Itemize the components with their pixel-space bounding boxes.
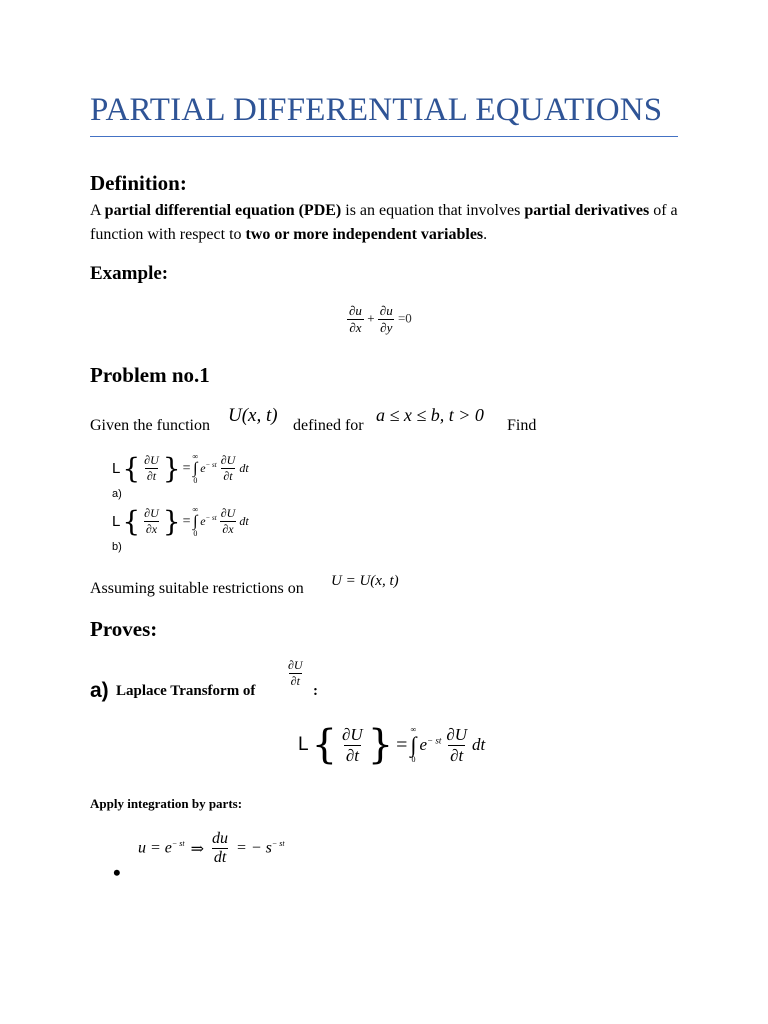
title-underline xyxy=(90,136,678,137)
ibp-u-eq: u = e xyxy=(138,839,172,857)
definition-paragraph xyxy=(90,199,680,247)
definition-heading: Definition: xyxy=(90,171,187,195)
restriction-expression: U = U(x, t) xyxy=(331,573,399,589)
main-exp: e xyxy=(419,735,428,754)
proof-a-fraction xyxy=(286,658,305,689)
item-a-lower: 0 xyxy=(193,475,198,485)
proof-a-marker xyxy=(90,678,109,703)
ibp-dt: dt xyxy=(213,849,227,866)
item-b-num: ∂U xyxy=(144,506,159,520)
item-a-integral: ∫ xyxy=(193,459,198,477)
item-b-label: b) xyxy=(112,541,122,553)
definition-text-run: A xyxy=(90,202,105,219)
proof-a-num: ∂U xyxy=(288,658,303,672)
example-num2: ∂u xyxy=(379,303,393,318)
item-b-upper: ∞ xyxy=(192,504,199,514)
item-b-num2: ∂U xyxy=(220,506,236,520)
example-rhs: =0 xyxy=(397,310,412,326)
proof-a-colon: : xyxy=(313,683,318,699)
ibp-rhs: = − s xyxy=(236,839,272,857)
main-num2: ∂U xyxy=(446,724,468,744)
item-b-den2: ∂x xyxy=(222,522,234,536)
definition-bold-term: two or more independent variables xyxy=(245,226,484,243)
main-exp-power: − st xyxy=(427,735,442,746)
ibp-du: du xyxy=(212,830,229,847)
item-b-exp: e xyxy=(200,514,206,528)
page-title: PARTIAL DIFFERENTIAL EQUATIONS xyxy=(90,92,663,128)
item-b-equation: L { $\frac{\partial U}{\partial x}$ } = ∞ ∫ 0 $e^{- st}$ $\frac{\partial U}{\partial x}$ dt xyxy=(112,504,249,538)
bullet-point: • xyxy=(113,860,121,885)
definition-text-run: . xyxy=(483,226,488,243)
domain-expression: a ≤ x ≤ b, t > 0 xyxy=(376,405,484,425)
item-a-den: ∂t xyxy=(146,469,157,483)
item-a-exp-power: − st xyxy=(205,461,217,469)
laplace-L: L xyxy=(112,460,121,477)
proves-heading: Proves: xyxy=(90,617,158,641)
proof-a-den: ∂t xyxy=(290,674,300,688)
definition-bold-term: partial differential equation (PDE) xyxy=(104,202,342,219)
find-text: Find xyxy=(507,417,537,434)
proof-a-marker-text: a) xyxy=(90,679,109,702)
main-den2: ∂t xyxy=(450,745,464,765)
item-a-exp: e xyxy=(200,461,206,475)
item-a-upper: ∞ xyxy=(192,451,199,461)
main-upper: ∞ xyxy=(410,725,417,734)
ibp-rhs-power: − st xyxy=(271,839,285,849)
item-b-integral: ∫ xyxy=(193,512,198,530)
definition-text-run: of a function with respect to xyxy=(90,202,678,243)
item-a-dt: dt xyxy=(239,461,249,475)
main-num: ∂U xyxy=(342,724,363,744)
item-a-num: ∂U xyxy=(144,453,159,467)
item-b-lower: 0 xyxy=(193,528,198,538)
proof-a-text: Laplace Transform of xyxy=(116,683,256,699)
example-den2: ∂y xyxy=(380,320,393,335)
example-plus: + xyxy=(367,310,375,326)
item-b-eq: = xyxy=(182,513,191,529)
item-b-exp-power: − st xyxy=(205,514,217,522)
item-b-den: ∂x xyxy=(145,522,158,536)
definition-text-run: is an equation that involves xyxy=(341,202,525,219)
definition-bold-term: partial derivatives xyxy=(524,202,650,219)
problem-given-text: Given the function xyxy=(90,417,210,434)
main-integral: ∫ xyxy=(410,732,417,757)
item-a-den2: ∂t xyxy=(223,469,233,483)
integration-by-parts-equation xyxy=(138,830,285,867)
defined-for-text: defined for xyxy=(293,417,364,434)
main-lower: 0 xyxy=(411,755,416,764)
main-eq: = xyxy=(396,733,408,756)
ibp-u-power: − st xyxy=(171,839,185,849)
example-equation xyxy=(347,303,412,336)
assuming-text: Assuming suitable restrictions on xyxy=(90,580,304,597)
item-a-eq: = xyxy=(182,460,191,476)
apply-integration-text: Apply integration by parts: xyxy=(90,796,243,811)
main-L: L xyxy=(298,734,309,755)
example-num1: ∂u xyxy=(349,303,362,318)
laplace-L-b: L xyxy=(112,513,121,530)
main-den: ∂t xyxy=(345,745,359,765)
ibp-implies: ⇒ xyxy=(190,840,205,858)
example-den1: ∂x xyxy=(349,320,362,335)
example-heading: Example: xyxy=(90,263,169,284)
item-b-dt: dt xyxy=(239,514,249,528)
item-a-equation: L { $\frac{\partial U}{\partial t}$ } = ∞ ∫ 0 $e^{- st}$ $\frac{\partial U}{\partial t}$ dt xyxy=(112,451,249,485)
item-a-num2: ∂U xyxy=(220,453,236,467)
laplace-main-equation: L { $\frac{\partial U}{\partial t}$ } = ∞ ∫ 0 $e^{- st}$ $\frac{\partial U}{\partial t}$ dt xyxy=(298,722,486,768)
main-dt: dt xyxy=(472,735,486,754)
function-U: U(x, t) xyxy=(228,405,278,426)
item-a-label: a) xyxy=(112,488,122,500)
problem-heading: Problem no.1 xyxy=(90,363,210,387)
